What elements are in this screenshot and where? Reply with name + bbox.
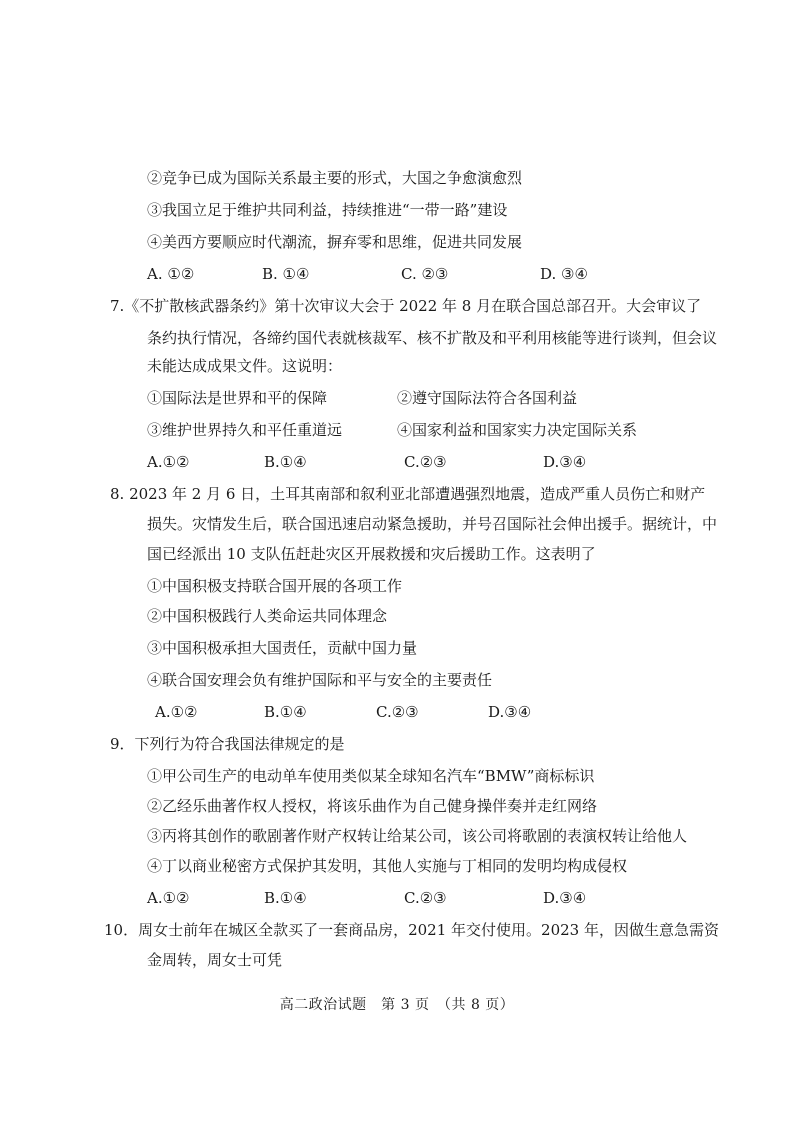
q6-statement-2: ②竞争已成为国际关系最主要的形式，大国之争愈演愈烈 (147, 169, 523, 187)
q7-stem-line-2: 条约执行情况，各缔约国代表就核裁军、核不扩散及和平利用核能等进行谈判，但会议 (147, 329, 718, 347)
q9-option-a: A.①② (147, 889, 190, 907)
q9-statement-3: ③丙将其创作的歌剧著作财产权转让给某公司，该公司将歌剧的表演权转让给他人 (147, 827, 688, 845)
q8-statement-1: ①中国积极支持联合国开展的各项工作 (147, 577, 403, 595)
q9-option-b: B.①④ (264, 889, 307, 907)
q9-statement-4: ④丁以商业秘密方式保护其发明，其他人实施与丁相同的发明均构成侵权 (147, 857, 628, 875)
q6-statement-3: ③我国立足于维护共同利益，持续推进“一带一路”建设 (147, 201, 508, 219)
q7-option-a: A.①② (147, 453, 190, 471)
q9-option-d: D.③④ (543, 889, 587, 907)
q8-stem-line-3: 国已经派出 10 支队伍赶赴灾区开展救援和灾后援助工作。这表明了 (147, 545, 596, 563)
q8-option-d: D.③④ (488, 703, 532, 721)
page-footer: 高二政治试题 第 3 页 （共 8 页） (279, 997, 515, 1013)
q8-statement-4: ④联合国安理会负有维护国际和平与安全的主要责任 (147, 671, 493, 689)
q6-option-b: B. ①④ (262, 265, 310, 283)
q7-option-b: B.①④ (264, 453, 307, 471)
q7-option-d: D.③④ (543, 453, 587, 471)
q8-option-b: B.①④ (264, 703, 307, 721)
q7-option-c: C.②③ (404, 453, 447, 471)
q6-option-d: D. ③④ (540, 265, 588, 283)
q6-statement-4: ④美西方要顺应时代潮流，摒弃零和思维，促进共同发展 (147, 233, 523, 251)
q7-stem-line-3: 未能达成成果文件。这说明： (147, 357, 343, 375)
q8-option-c: C.②③ (376, 703, 419, 721)
q7-statement-3: ③维护世界持久和平任重道远 (147, 421, 343, 439)
q10-stem-line-1: 10．周女士前年在城区全款买了一套商品房，2021 年交付使用。2023 年，因做生意急需资 (104, 921, 719, 939)
q6-option-a: A. ①② (147, 265, 195, 283)
q7-statement-1: ①国际法是世界和平的保障 (147, 389, 328, 407)
q6-option-c: C. ②③ (401, 265, 449, 283)
q8-statement-2: ②中国积极践行人类命运共同体理念 (147, 607, 388, 625)
q8-statement-3: ③中国积极承担大国责任，贡献中国力量 (147, 639, 418, 657)
q8-option-a: A.①② (155, 703, 198, 721)
q8-stem-line-2: 损失。灾情发生后，联合国迅速启动紧急援助，并号召国际社会伸出援手。据统计，中 (147, 515, 718, 533)
q9-statement-1: ①甲公司生产的电动单车使用类似某全球知名汽车“BMW”商标标识 (147, 767, 595, 785)
q9-stem-line-1: 9．下列行为符合我国法律规定的是 (110, 735, 345, 753)
q7-statement-2: ②遵守国际法符合各国利益 (397, 389, 578, 407)
q8-stem-line-1: 8. 2023 年 2 月 6 日，土耳其南部和叙利亚北部遭遇强烈地震，造成严重人员伤亡和财产 (110, 485, 706, 503)
q7-statement-4: ④国家利益和国家实力决定国际关系 (397, 421, 638, 439)
q7-stem-line-1: 7.《不扩散核武器条约》第十次审议大会于 2022 年 8 月在联合国总部召开。大会审议了 (110, 297, 702, 315)
q9-option-c: C.②③ (404, 889, 447, 907)
q9-statement-2: ②乙经乐曲著作权人授权，将该乐曲作为自己健身操伴奏并走红网络 (147, 797, 598, 815)
q10-stem-line-2: 金周转，周女士可凭 (147, 951, 283, 969)
